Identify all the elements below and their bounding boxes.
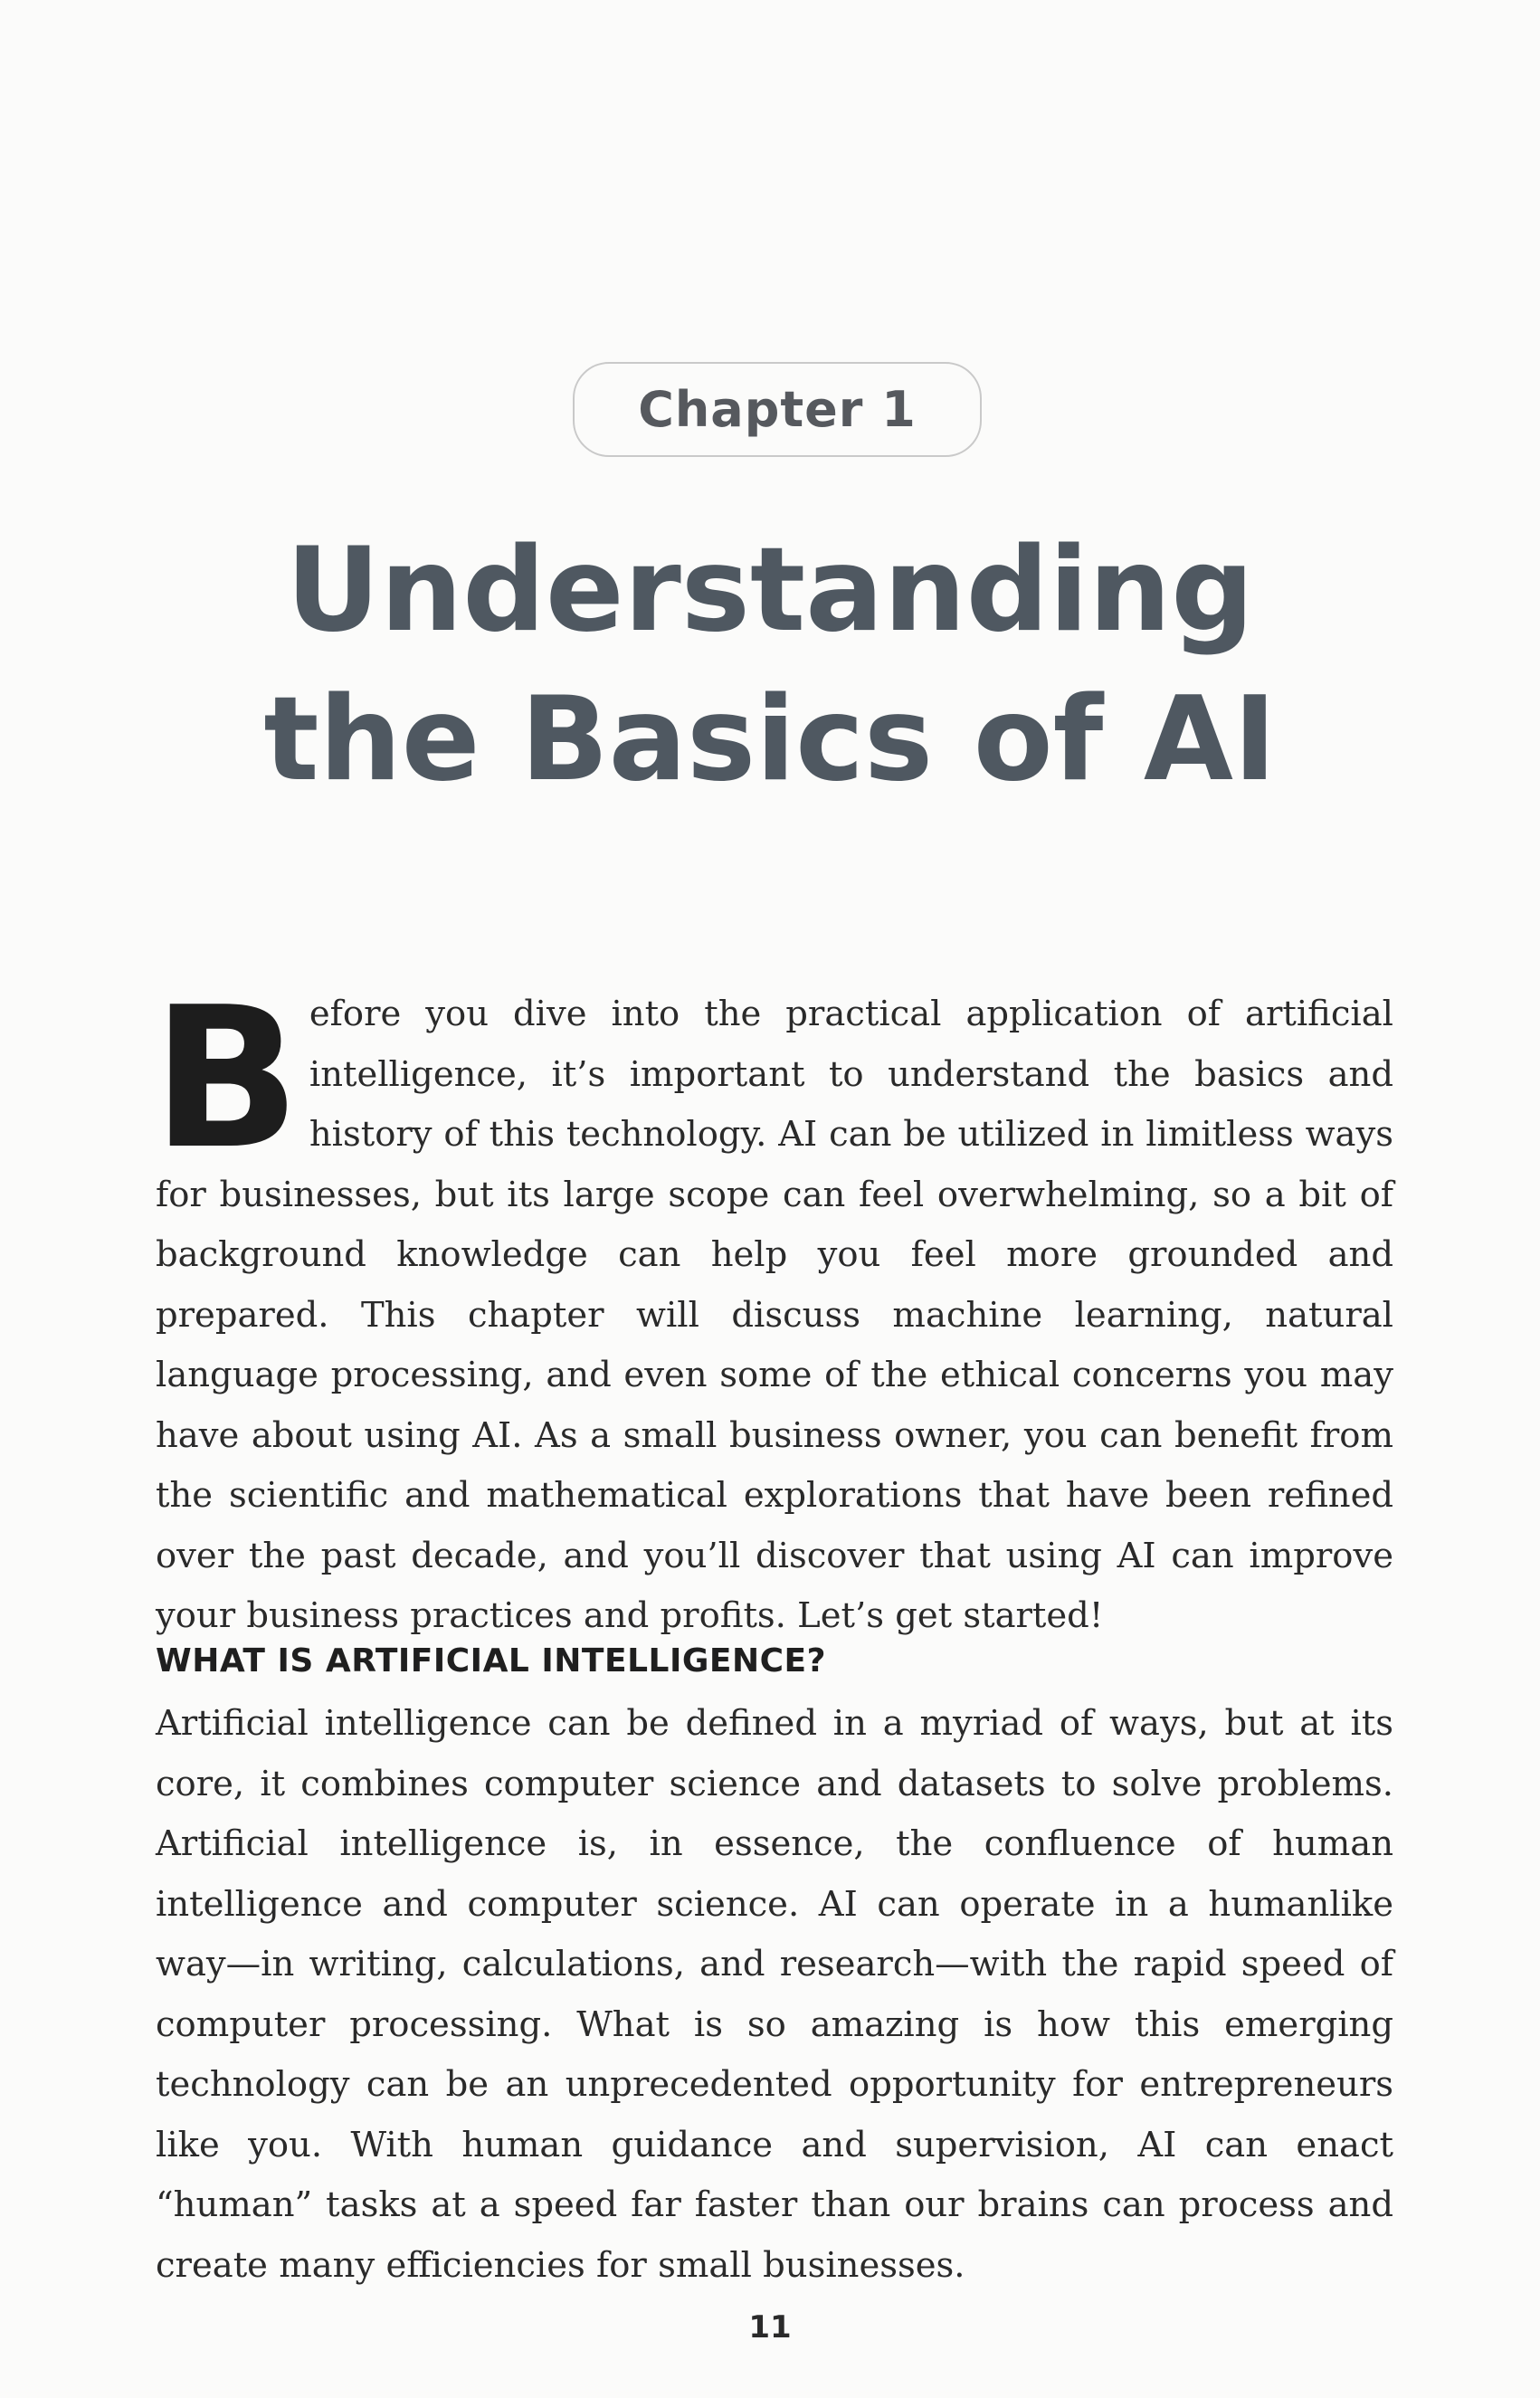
section-heading: WHAT IS ARTIFICIAL INTELLIGENCE? <box>156 1642 827 1680</box>
intro-text: efore you dive into the practical application of artificial intelligence, it’s important to understand the basics and history of this technology. AI can be utilized in limitless ways for businesses, but its large scope can feel overwhelming, so a bit of background knowledge can help you feel more grounded and prepared. This chapter will discuss machine learning, natural language processing, and even some of the ethical concerns you may have about using AI. As a small business owner, you can benefit from the scientific and mathematical explorations that have been refined over the past decade, and you’ll discover that using AI can improve your business practices and profits. Let’s get started! <box>156 994 1393 1636</box>
chapter-title <box>0 516 1540 814</box>
intro-paragraph <box>152 965 1393 1647</box>
chapter-title-line-2: the Basics of AI <box>263 672 1277 807</box>
page-number: 11 <box>748 2309 792 2346</box>
chapter-label-text: Chapter 1 <box>638 381 917 438</box>
chapter-label <box>573 362 982 457</box>
drop-cap: B <box>152 965 300 1192</box>
chapter-title-line-1: Understanding <box>286 523 1254 658</box>
section-paragraph: Artificial intelligence can be defined in a myriad of ways, but at its core, it combines computer science and datasets to solve problems. Artificial intelligence is, in essence, the confluence of human intelligence and computer science. AI can operate in a humanlike way—in writing, calculations, and research—with the rapid speed of computer processing. What is so amazing is how this emerging technology can be an unprecedented opportunity for entrepreneurs like you. With human guidance and supervision, AI can enact “human” tasks at a speed far faster than our brains can process and create many efficiencies for small businesses. <box>156 1703 1393 2286</box>
